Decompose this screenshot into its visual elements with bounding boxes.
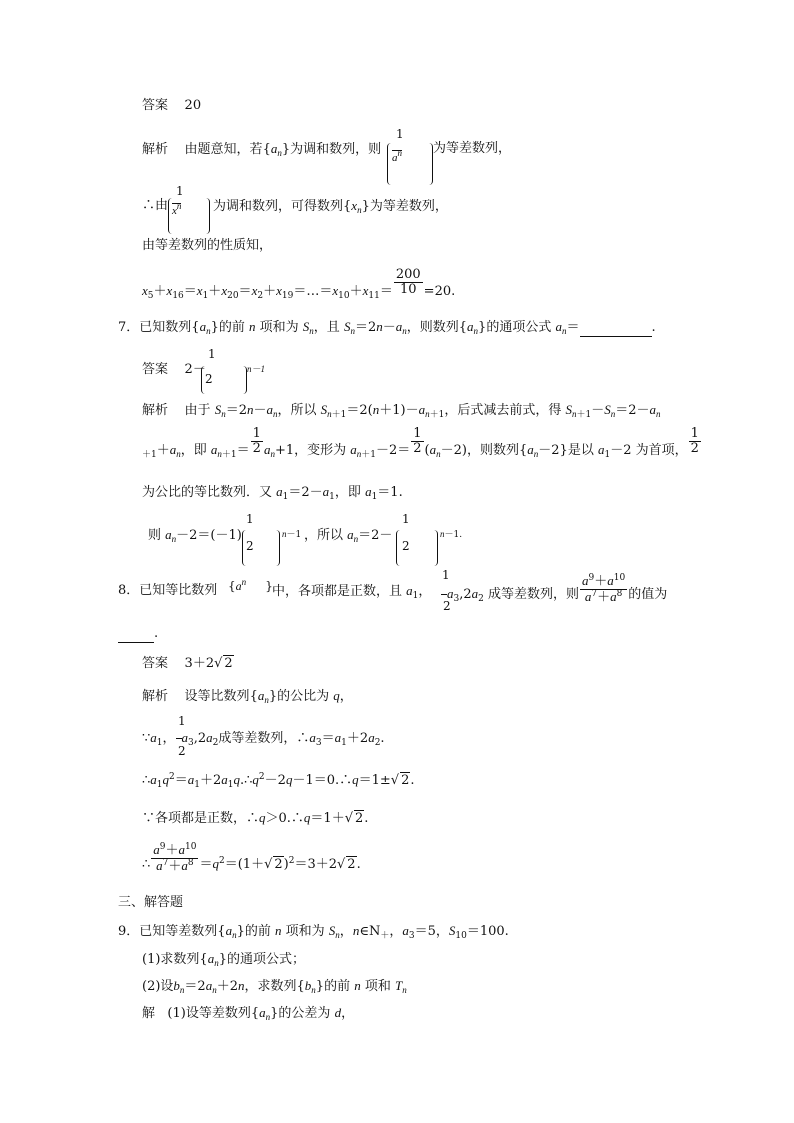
- analysis-label: 解析: [142, 142, 169, 157]
- q8-analysis-line-2: $\because a_1$， $a_3,2a_2$成等差数列，$\therefore a_3=a_1+2a_2$.: [142, 730, 385, 748]
- q8-half-num: 1: [442, 568, 450, 582]
- q7-analysis-line-2: $_{+1}+a_n$，即 $a_{n+1}=$ $\frac{1}{2}$ $a_n+1$，变形为 $a_{n+1}-2=$ $\frac{1}{2}$ $(a_n-2)$，则数列$\{a_n-2\}$是以 $a_1-2$ 为首项， $\frac{1}{2}$: [142, 426, 699, 460]
- q8-stem-b: 中，各项都是正数，且 $a_1$，: [272, 583, 432, 601]
- q9-part-1: (1)求数列$\{a_n\}$的通项公式；: [142, 951, 305, 968]
- q6-analysis-line-2: ∴由: [142, 198, 169, 213]
- q6-line-1-tail: 为等差数列，: [433, 141, 512, 156]
- q8-analysis-line-5: ∴ $\frac{a^9+a^{10}}{a^7+a^8}$ $=q^2=(1+√$ 2)$^2$＝3＋2√ 2.: [142, 842, 361, 874]
- q8-analysis-line-3: $\therefore a_1q^2=a_1+2a_1q.\therefore q^2-2q-1=0.\therefore q=1\pm√$ 2.: [142, 772, 415, 790]
- q7-l4-paren-1: [242, 530, 280, 566]
- q7-ans-paren: [201, 366, 247, 394]
- q6-analysis-line-3: 由等差数列的性质知，: [142, 238, 273, 253]
- q9-solution: 解 (1)设等差数列$\{a_n\}$的公差为 d，: [142, 1005, 355, 1022]
- answer-label: 答案: [142, 98, 169, 113]
- q8-half-den: 2: [443, 599, 451, 613]
- q6-analysis-line-1: 解析 由题意知，若$\{a_n\}$为调和数列，则: [142, 141, 382, 158]
- q7-l4-exp1: n－1: [282, 529, 302, 540]
- q7-l4-exp2: n－1.: [440, 529, 463, 540]
- q8-seq-brace: {$a^n$ }: [228, 577, 273, 593]
- q7-ans-exp: n－1: [247, 364, 266, 374]
- q8-l2-half-den: 2: [178, 744, 186, 758]
- q6-frac-2-num: 1: [176, 184, 184, 198]
- q6-analysis-line-4: $x_5+x_{16}=x_1+x_{20}=x_2+x_{19}=\dots=x_{10}+x_{11}=$ $\frac{200}{10}$ =20.: [142, 267, 456, 301]
- q6-line-2-tail: 为调和数列，可得数列$\{x_n\}$为等差数列，: [213, 198, 448, 215]
- q6-frac-1-den: $a^n$: [392, 148, 402, 164]
- q7-l4-frac1-num: 1: [246, 512, 254, 526]
- q8-analysis-line-4: ∵各项都是正数，∴q＞0.∴q＝1＋√ 2.: [142, 810, 369, 826]
- q8-answer-line: 答案 3＋2√ 2: [142, 656, 233, 671]
- q7-l4-paren-2: [396, 530, 438, 566]
- q7-stem: 7．已知数列$\{a_n\}$的前 n 项和为 $S_n$，且 $S_n=2n-a_n$，则数列$\{a_n\}$的通项公式 $a_n=$ .: [118, 319, 656, 336]
- q9-part-2: (2)设$b_n=2a_n+2n$，求数列$\{b_n\}$的前 n 项和 $T_n$: [142, 978, 407, 995]
- q8-stem: 8．已知等比数列: [118, 583, 218, 598]
- q7-ans-frac-num: 1: [208, 347, 216, 361]
- q7-answer-line: 答案 2－: [142, 362, 206, 377]
- q8-analysis-line-1: 解析 设等比数列$\{a_n\}$的公比为 q，: [142, 688, 353, 705]
- q8-stem-line-2: .: [118, 626, 158, 643]
- q6-frac-1-num: 1: [396, 127, 404, 141]
- q6-answer: 20: [184, 98, 202, 113]
- q9-stem: 9．已知等差数列$\{a_n\}$的前 n 项和为 $S_n$，$n\in N_+$，$a_3=5$，$S_{10}=100$.: [118, 923, 509, 941]
- q7-l4-mid: ，所以 $a_n=2-$: [304, 527, 393, 544]
- q8-l2-half-num: 1: [178, 714, 186, 728]
- q7-ans-frac-den: 2: [205, 372, 213, 386]
- q7-l4-frac2-den: 2: [402, 539, 410, 553]
- q6-frac-2-den: $x^n$: [172, 201, 182, 217]
- q8-answer-blank: [118, 626, 154, 643]
- q7-answer-blank: [580, 320, 652, 337]
- q8-stem-c: $a_3,2a_2$ 成等差数列，则 $\frac{a^9+a^{10}}{a^7+a^8}$ 的值为: [441, 584, 667, 605]
- q7-analysis-line-3: 为公比的等比数列．又 $a_1=2-a_1$，即 $a_1=1$.: [142, 484, 403, 502]
- q7-l4-frac2-num: 1: [402, 512, 410, 526]
- q6-answer-line: [142, 98, 201, 114]
- q7-analysis-line-4: 则 $a_n-2=(-1)$: [148, 527, 242, 544]
- q7-analysis-line-1: 解析 由于 $S_n=2n-a_n$，所以 $S_{n+1}=2(n+1)-a_{n+1}$，后式减去前式，得 $S_{n+1}-S_n=2-a_n$: [142, 402, 661, 420]
- q7-l4-frac1-den: 2: [246, 539, 254, 553]
- section-heading: 三、解答题: [118, 895, 184, 910]
